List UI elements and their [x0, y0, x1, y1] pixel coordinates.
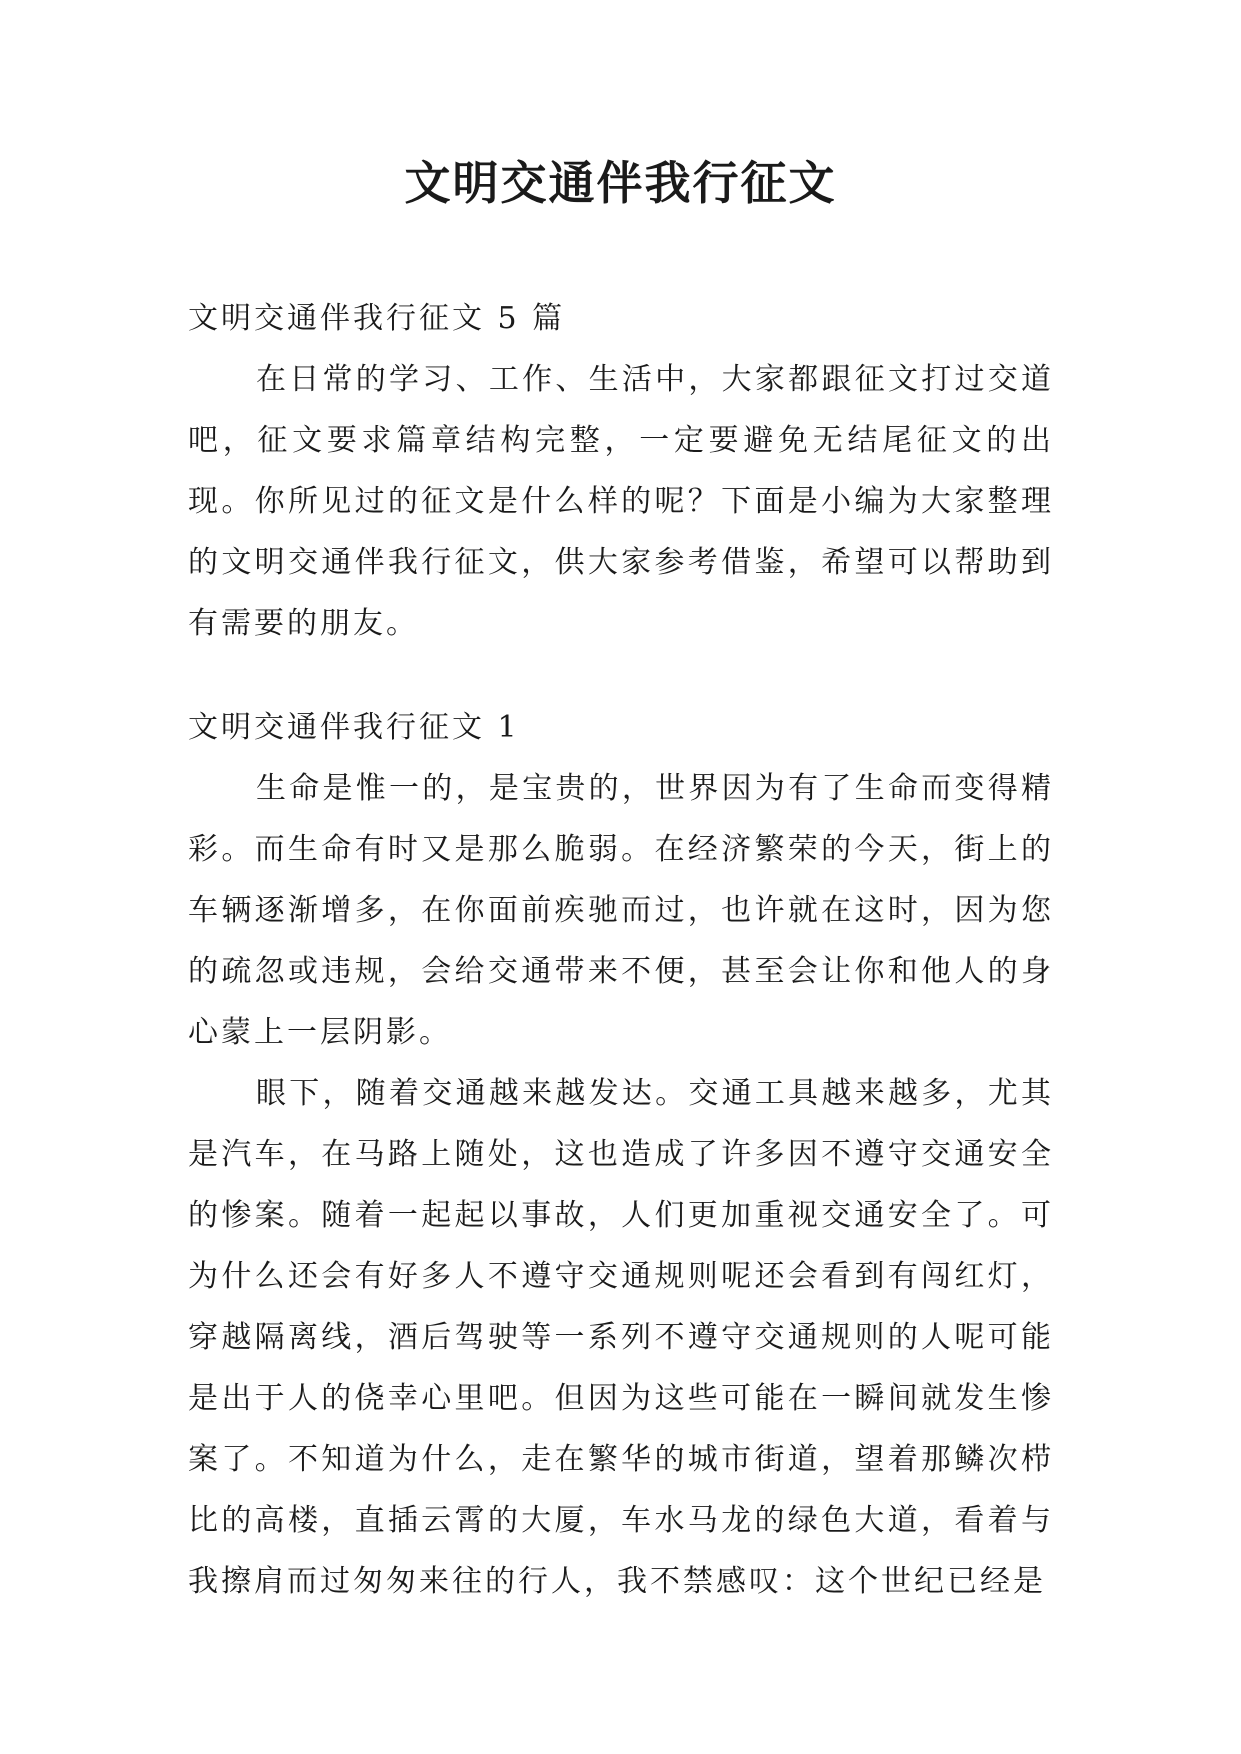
intro-paragraph: 在日常的学习、工作、生活中，大家都跟征文打过交道吧，征文要求篇章结构完整，一定要避免无结尾征文的出现。你所见过的征文是什么样的呢？下面是小编为大家整理的文明交通伴我行征文，供大家参考借鉴，希望可以帮助到有需要的朋友。	[188, 362, 1054, 641]
essay-1-heading: 文明交通伴我行征文 1	[188, 710, 520, 745]
document-title: 文明交通伴我行征文	[404, 156, 837, 210]
essay-1-paragraph: 生命是惟一的，是宝贵的，世界因为有了生命而变得精彩。而生命有时又是那么脆弱。在经济繁荣的今天，街上的车辆逐渐增多，在你面前疾驰而过，也许就在这时，因为您的疏忽或违规，会给交通带来不便，甚至会让你和他人的身心蒙上一层阴影。	[188, 771, 1054, 1050]
essay-1-section	[188, 697, 1054, 1612]
essay-1-paragraph: 眼下，随着交通越来越发达。交通工具越来越多，尤其是汽车，在马路上随处，这也造成了许多因不遵守交通安全的惨案。随着一起起以事故，人们更加重视交通安全了。可为什么还会有好多人不遵守交通规则呢还会看到有闯红灯，穿越隔离线，酒后驾驶等一系列不遵守交通规则的人呢可能是出于人的侥幸心里吧。但因为这些可能在一瞬间就发生惨案了。不知道为什么，走在繁华的城市街道，望着那鳞次栉比的高楼，直插云霄的大厦，车水马龙的绿色大道，看着与我擦肩而过匆匆来往的行人，我不禁感叹：这个世纪已经是	[188, 1076, 1054, 1599]
intro-heading: 文明交通伴我行征文 5 篇	[188, 301, 566, 336]
intro-section	[188, 288, 1054, 654]
